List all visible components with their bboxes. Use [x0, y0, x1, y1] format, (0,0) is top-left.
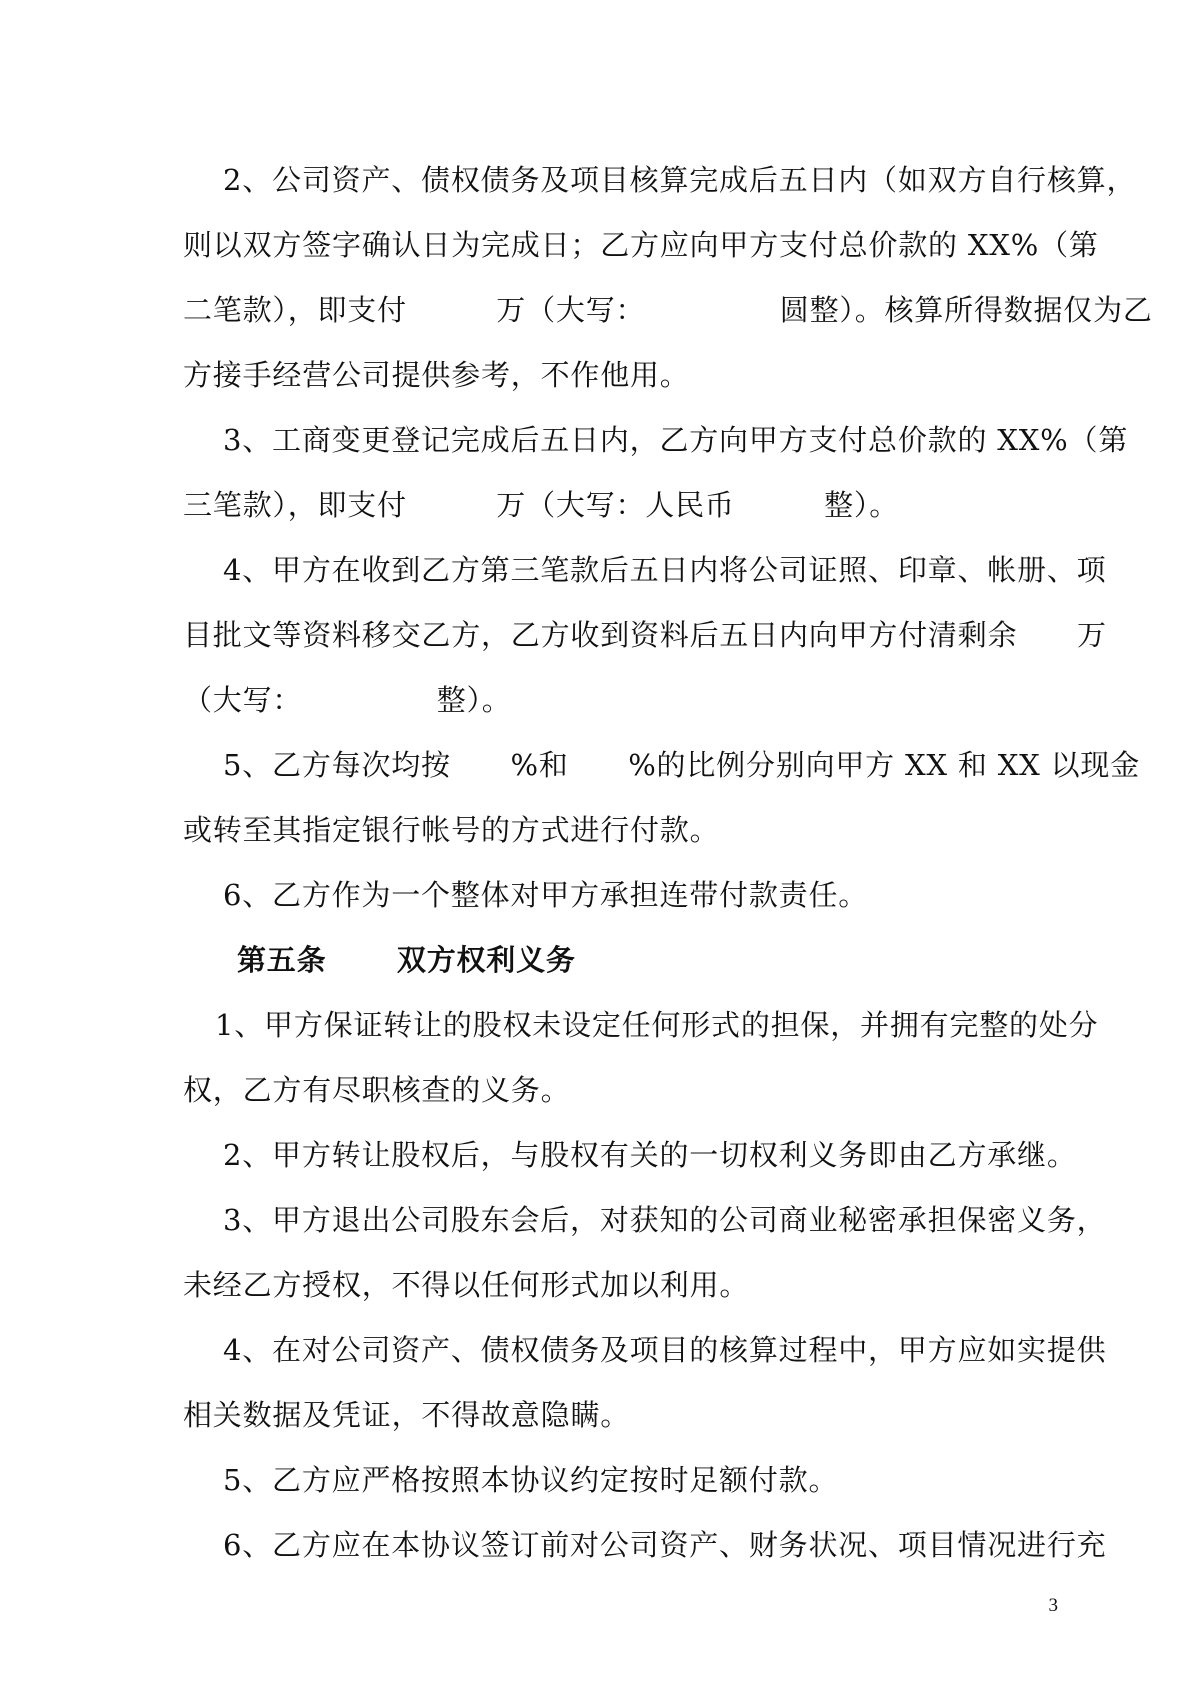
- paragraph-line: 1、甲方保证转让的股权未设定任何形式的担保，并拥有完整的处分: [215, 1008, 1099, 1042]
- document-body: [183, 148, 1153, 1578]
- paragraph-line: 目批文等资料移交乙方，乙方收到资料后五日内向甲方付清剩余 万: [183, 618, 1107, 652]
- paragraph-line: 4、在对公司资产、债权债务及项目的核算过程中，甲方应如实提供: [223, 1333, 1107, 1367]
- paragraph-line: 未经乙方授权，不得以任何形式加以利用。: [183, 1268, 750, 1302]
- paragraph-line: 6、乙方作为一个整体对甲方承担连带付款责任。: [223, 878, 869, 912]
- paragraph-line: 或转至其指定银行帐号的方式进行付款。: [183, 813, 720, 847]
- paragraph-line: 5、乙方应严格按照本协议约定按时足额付款。: [223, 1463, 839, 1497]
- paragraph-line: 3、工商变更登记完成后五日内，乙方向甲方支付总价款的 XX%（第: [223, 423, 1129, 457]
- paragraph-line: 2、甲方转让股权后，与股权有关的一切权利义务即由乙方承继。: [223, 1138, 1077, 1172]
- paragraph-line: 三笔款），即支付 万（大写：人民币 整）。: [183, 488, 900, 522]
- paragraph-line: 二笔款），即支付 万（大写： 圆整）。核算所得数据仅为乙: [183, 293, 1153, 327]
- paragraph-line: （大写： 整）。: [183, 683, 512, 717]
- paragraph-line: 6、乙方应在本协议签订前对公司资产、财务状况、项目情况进行充: [223, 1528, 1107, 1562]
- paragraph-line: 相关数据及凭证，不得故意隐瞒。: [183, 1398, 631, 1432]
- paragraph-line: 5、乙方每次均按 %和 %的比例分别向甲方 XX 和 XX 以现金: [223, 748, 1141, 782]
- paragraph-line: 方接手经营公司提供参考，不作他用。: [183, 358, 690, 392]
- section-heading: 第五条 双方权利义务: [237, 943, 576, 977]
- paragraph-line: 4、甲方在收到乙方第三笔款后五日内将公司证照、印章、帐册、项: [223, 553, 1107, 587]
- paragraph-line: 权，乙方有尽职核查的义务。: [183, 1073, 571, 1107]
- page-number: 3: [1048, 1595, 1058, 1616]
- paragraph-line: 2、公司资产、债权债务及项目核算完成后五日内（如双方自行核算，: [223, 163, 1137, 197]
- paragraph-line: 则以双方签字确认日为完成日；乙方应向甲方支付总价款的 XX%（第: [183, 228, 1099, 262]
- paragraph-line: 3、甲方退出公司股东会后，对获知的公司商业秘密承担保密义务，: [223, 1203, 1107, 1237]
